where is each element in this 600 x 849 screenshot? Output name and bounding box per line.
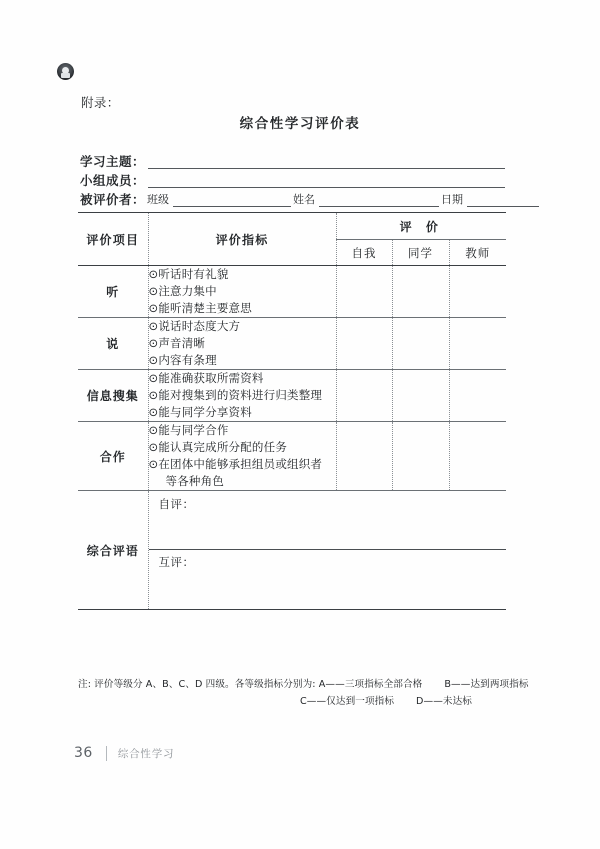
- page-number: 36: [74, 745, 93, 761]
- indicator-line: ⊙听话时有礼貌: [148, 267, 229, 281]
- indicator-line: ⊙能与同学分享资料: [148, 405, 252, 419]
- indicator-line: ⊙在团体中能够承担组员或组织者: [148, 457, 323, 471]
- class-label: 班级: [147, 193, 170, 206]
- header-evaluation: 评 价: [336, 213, 506, 240]
- form-fields: [80, 150, 505, 207]
- row-category: 听: [78, 266, 148, 318]
- peer-comment-area[interactable]: [149, 550, 507, 608]
- score-peer-cell[interactable]: [392, 422, 449, 491]
- row-category: 合作: [78, 422, 148, 491]
- header-row-top: [78, 213, 506, 240]
- note-line-2-main: C——仅达到一项指标: [300, 696, 395, 707]
- evaluatee-label: 被评价者：: [80, 192, 146, 207]
- table-row-comments: [78, 491, 506, 610]
- indicator-line: ⊙注意力集中: [148, 284, 217, 298]
- note-line-1-main: 注: 评价等级分 A、B、C、D 四级。各等级指标分别为: A——三项指标全部合格: [78, 679, 423, 690]
- name-input[interactable]: [319, 193, 439, 207]
- score-self-cell[interactable]: [336, 266, 392, 318]
- row-indicators: [148, 318, 336, 370]
- row-indicators: [148, 266, 336, 318]
- score-peer-cell[interactable]: [392, 266, 449, 318]
- evaluation-table: [78, 212, 506, 610]
- indicator-line: ⊙能认真完成所分配的任务: [148, 440, 288, 454]
- note-line-1: [78, 676, 529, 693]
- score-peer-cell[interactable]: [392, 318, 449, 370]
- members-input[interactable]: [148, 174, 505, 188]
- page-title: 综合性学习评价表: [239, 116, 361, 132]
- note-line-1-b: B——达到两项指标: [444, 679, 529, 690]
- score-self-cell[interactable]: [336, 422, 392, 491]
- self-comment-label: 自评：: [158, 497, 195, 511]
- score-peer-cell[interactable]: [392, 370, 449, 422]
- table-header: [78, 213, 506, 266]
- name-label: 姓名: [293, 193, 316, 206]
- date-input[interactable]: [467, 193, 539, 207]
- field-row-members: [80, 169, 505, 188]
- table-body: [78, 266, 506, 610]
- score-self-cell[interactable]: [336, 318, 392, 370]
- field-row-topic: [80, 150, 505, 169]
- class-input[interactable]: [173, 193, 291, 207]
- score-teacher-cell[interactable]: [449, 422, 506, 491]
- header-item: 评价项目: [78, 213, 148, 266]
- topic-input[interactable]: [148, 155, 505, 169]
- score-self-cell[interactable]: [336, 370, 392, 422]
- indicator-line: ⊙能对搜集到的资料进行归类整理: [148, 388, 323, 402]
- indicator-line: ⊙能听清楚主要意思: [148, 301, 252, 315]
- indicator-line: ⊙说话时态度大方: [148, 319, 241, 333]
- table-row: [78, 422, 506, 491]
- date-label: 日期: [441, 193, 464, 206]
- header-peer: 同学: [392, 240, 449, 266]
- footer-chapter: 综合性学习: [117, 747, 175, 760]
- peer-comment-label: 互评：: [158, 555, 195, 569]
- row-indicators: [148, 422, 336, 491]
- field-row-evaluatee: [80, 188, 505, 207]
- topic-label: 学习主题：: [80, 154, 146, 169]
- table-row: [78, 370, 506, 422]
- header-index: 评价指标: [148, 213, 336, 266]
- score-teacher-cell[interactable]: [449, 266, 506, 318]
- self-comment-area[interactable]: [149, 492, 507, 550]
- row-indicators: [148, 370, 336, 422]
- header-teacher: 教师: [449, 240, 506, 266]
- row-category: 信息搜集: [78, 370, 148, 422]
- indicator-line: ⊙内容有条理: [148, 353, 217, 367]
- appendix-label: 附录：: [81, 95, 120, 110]
- page-mark-icon: [57, 63, 74, 80]
- page-footer: [74, 745, 174, 761]
- page-mark-base: [61, 73, 70, 78]
- note-line-2: [78, 693, 518, 710]
- indicator-line: ⊙能准确获取所需资料: [148, 371, 264, 385]
- footer-divider: [106, 746, 107, 761]
- comment-cell: [148, 491, 506, 610]
- header-self: 自我: [336, 240, 392, 266]
- members-label: 小组成员：: [80, 173, 146, 188]
- score-teacher-cell[interactable]: [449, 318, 506, 370]
- grading-note: [78, 676, 529, 710]
- table-row: [78, 266, 506, 318]
- indicator-continuation: 等各种角色: [165, 474, 224, 488]
- table-row: [78, 318, 506, 370]
- row-category: 说: [78, 318, 148, 370]
- indicator-line: ⊙声音清晰: [148, 336, 206, 350]
- score-teacher-cell[interactable]: [449, 370, 506, 422]
- comment-row-category: 综合评语: [78, 491, 148, 610]
- note-line-2-b: D——未达标: [416, 696, 473, 707]
- indicator-line: ⊙能与同学合作: [148, 423, 229, 437]
